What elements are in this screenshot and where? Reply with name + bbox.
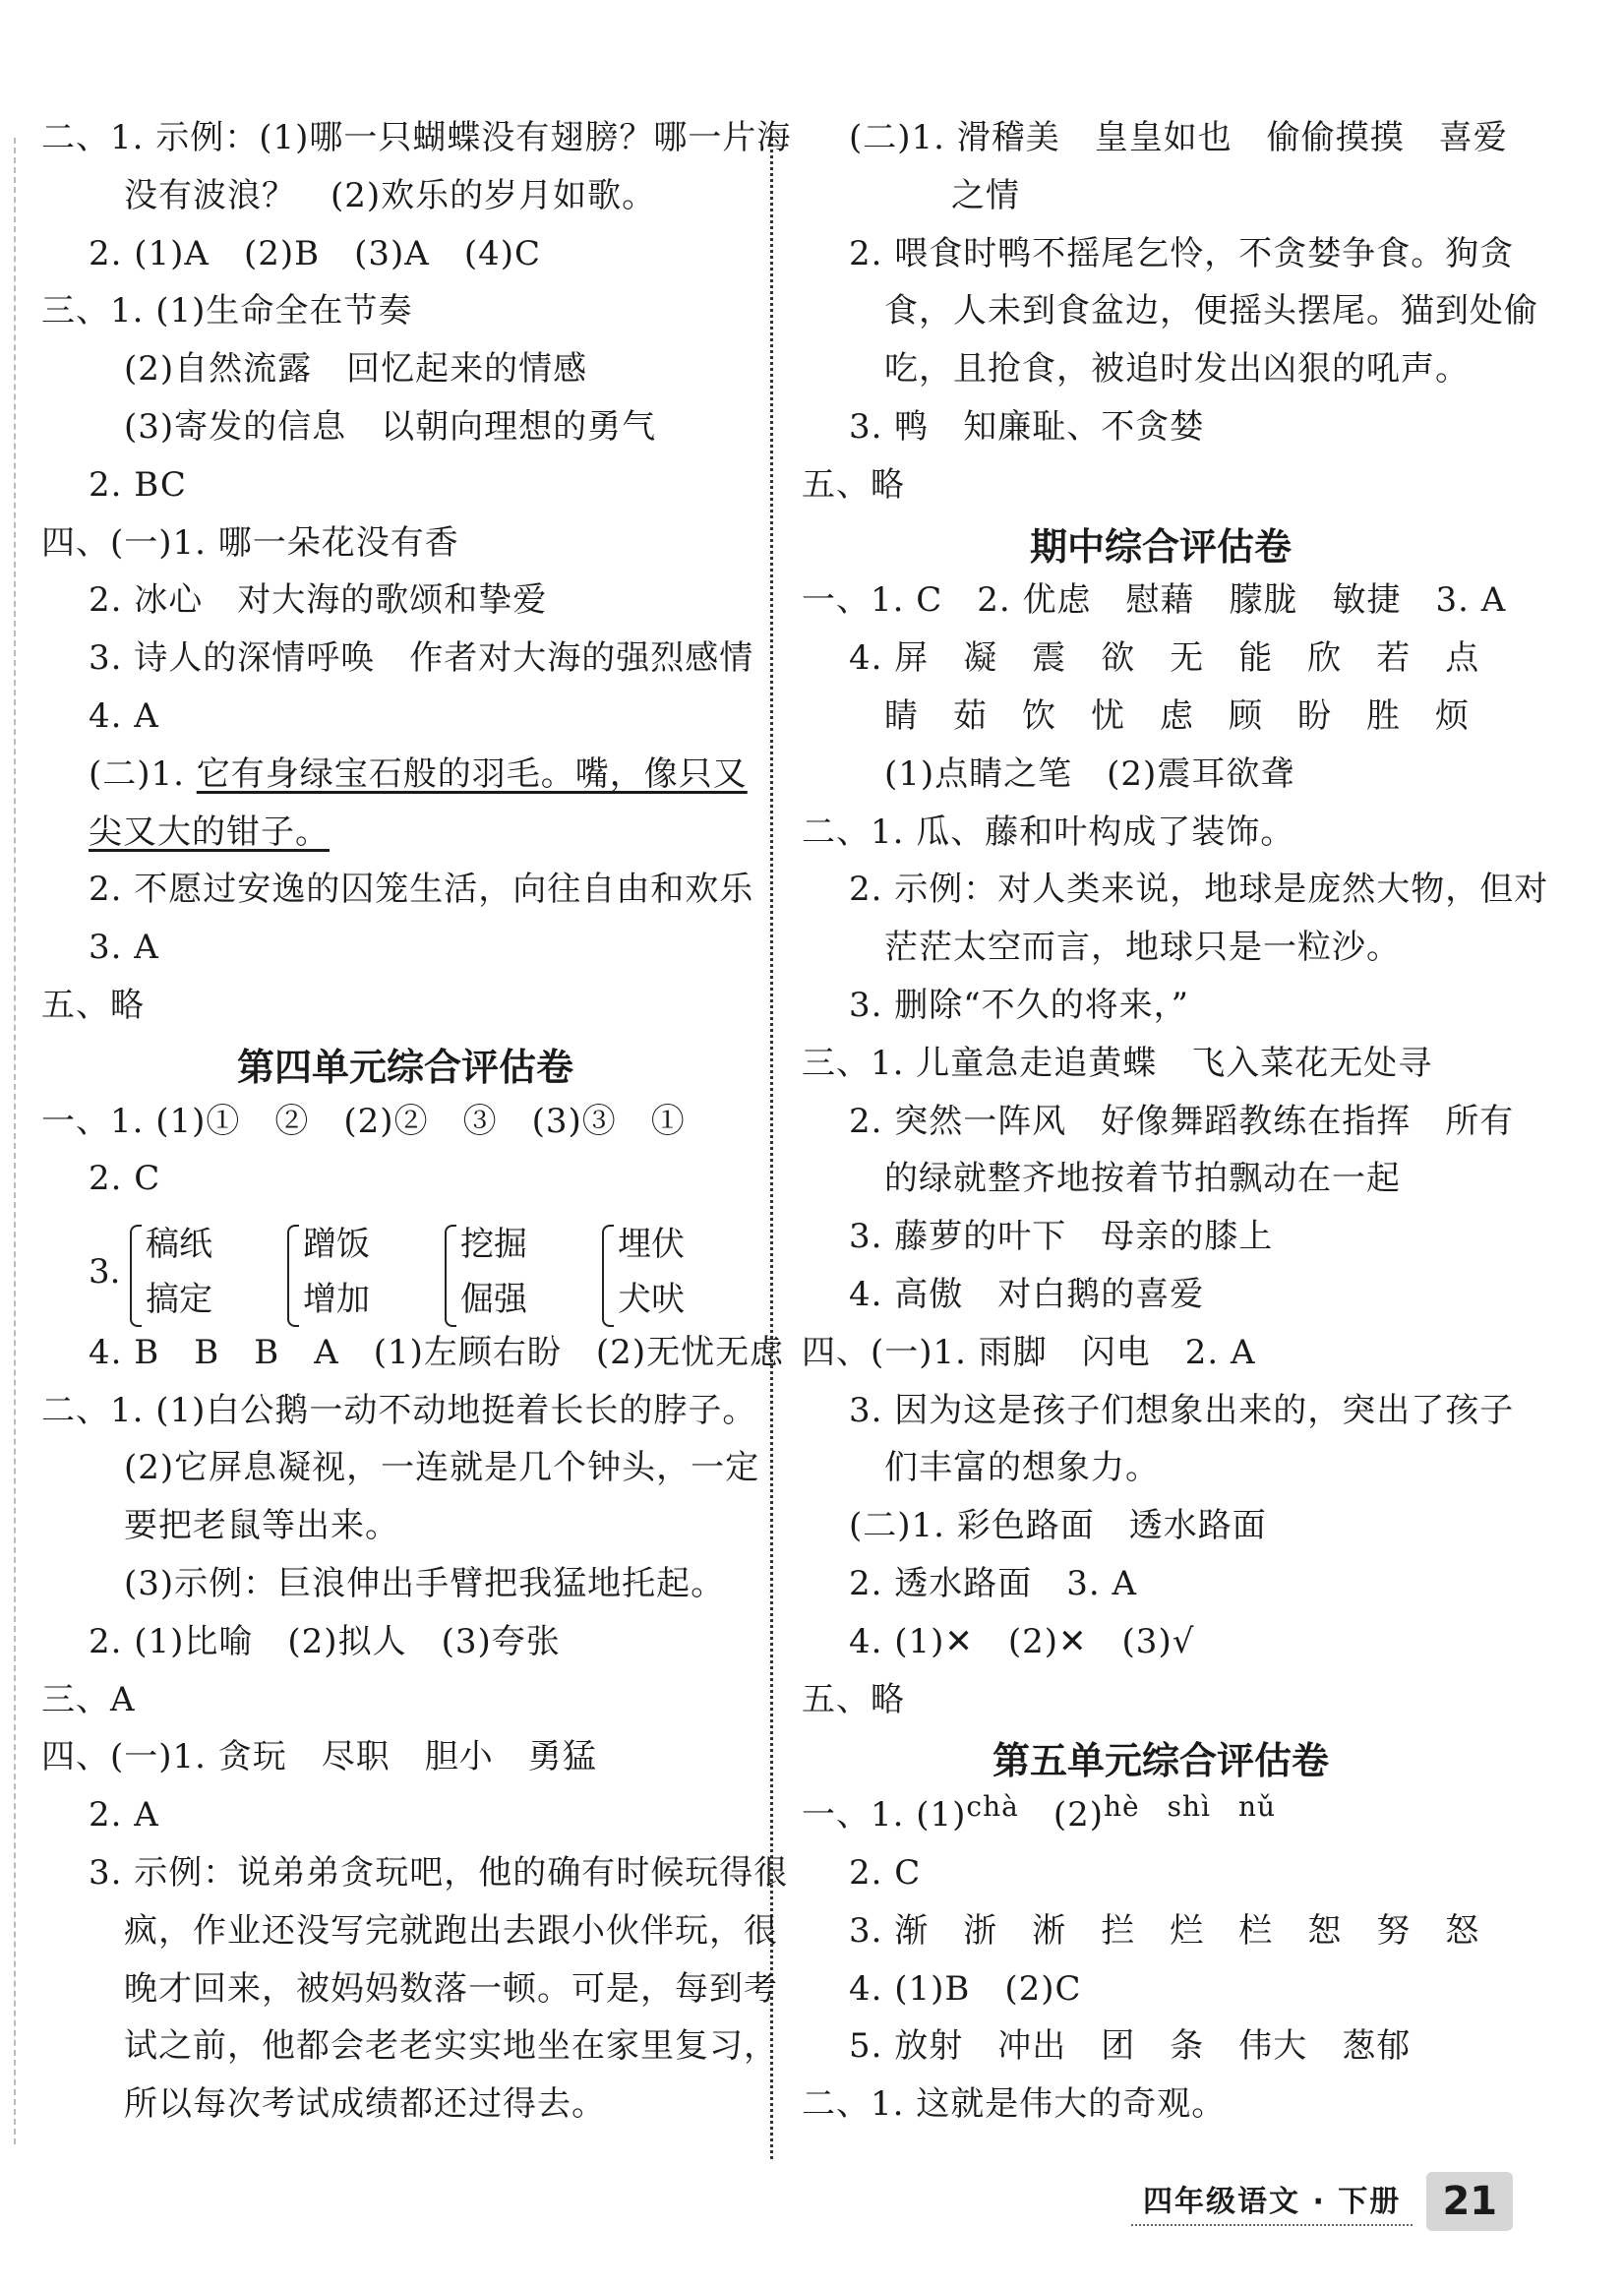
answer-line: 3. 因为这是孩子们想象出来的，突出了孩子 [849,1390,1515,1430]
page-number: 21 [1426,2172,1513,2231]
answer-line: 2. 示例：对人类来说，地球是庞然大物，但对 [849,870,1549,910]
answer-line: 所以每次考试成绩都还过得去。 [124,2084,606,2125]
answer-line: 三、A [41,1679,136,1719]
brace-answer-group [41,1217,769,1333]
word: 搞定 [146,1280,212,1320]
word-pair [287,1217,370,1327]
word: 犬吠 [618,1280,685,1320]
section-title: 期中综合评估卷 [1029,524,1292,569]
answer-line: 3. A [89,928,159,968]
answer-line: 3. 藤萝的叶下 母亲的膝上 [849,1217,1274,1257]
answer-line: 3. 示例：说弟弟贪玩吧，他的确有时候玩得很 [89,1852,789,1893]
word-pair [445,1217,527,1327]
answer-line: 2. BC [89,464,187,505]
word: 稿纸 [146,1225,212,1265]
section-title: 第四单元综合评估卷 [236,1045,573,1089]
answer-line: 的绿就整齐地按着节拍飘动在一起 [884,1159,1401,1199]
answer-line: 2. 喂食时鸭不摇尾乞怜，不贪婪争食。狗贪 [849,233,1515,273]
brace-icon [130,1225,142,1327]
brace-icon [445,1225,456,1327]
answer-line: 一、1. C 2. 优虑 慰藉 朦胧 敏捷 3. A [802,580,1507,621]
brace-icon [602,1225,614,1327]
answer-line: 2. (1)A (2)B (3)A (4)C [89,233,541,273]
answer-line: 没有波浪？ (2)欢乐的岁月如歌。 [124,175,657,215]
answer-line: (3)寄发的信息 以朝向理想的勇气 [124,406,657,447]
answer-line: 吃，且抢食，被追时发出凶狠的吼声。 [884,349,1470,390]
word: 蹭饭 [303,1225,370,1265]
answer-line [41,812,769,871]
answer-line: 二、1. 瓜、藤和叶构成了装饰。 [802,812,1295,852]
word: 倔强 [460,1280,527,1320]
answer-line: 睛 茹 饮 忧 虑 顾 盼 胜 烦 [884,695,1470,736]
answer-line: 4. (1)B (2)C [849,1968,1082,2009]
answer-line: 4. B B B A (1)左顾右盼 (2)无忧无虑 [89,1332,785,1372]
answer-line: 二、1. 这就是伟大的奇观。 [802,2084,1227,2125]
word-pair [130,1217,212,1327]
answer-line [802,1790,1520,1853]
answer-line: (2)自然流露 回忆起来的情感 [124,349,588,390]
answer-line: 二、1. 示例：(1)哪一只蝴蝶没有翅膀？哪一片海 [41,118,792,157]
answer-line: 三、1. (1)生命全在节奏 [41,291,413,331]
section-title: 第五单元综合评估卷 [992,1739,1329,1783]
right-column [802,118,1549,2142]
underlined-answer: 尖又大的钳子。 [89,812,330,852]
answer-line: (1)点睛之笔 (2)震耳欲聋 [884,753,1295,794]
answer-line: 疯，作业还没写完就跑出去跟小伙伴玩，很 [124,1910,778,1951]
answer-line: 晚才回来，被妈妈数落一顿。可是，每到考 [124,1968,778,2009]
answer-prefix: (2) [1018,1795,1105,1836]
answer-line: 一、1. (1)① ② (2)② ③ (3)③ ① [41,1101,686,1141]
answer-line: 四、(一)1. 雨脚 闪电 2. A [802,1332,1256,1372]
answer-line: 2. (1)比喻 (2)拟人 (3)夸张 [89,1621,561,1661]
answer-line: 5. 放射 冲出 团 条 伟大 葱郁 [849,2026,1412,2067]
answer-prefix: (二)1. [89,753,197,794]
answer-line: 食，人未到食盆边，便摇头摆尾。猫到处偷 [884,291,1538,331]
pinyin: chà [966,1790,1019,1824]
answer-line: 2. C [849,1852,922,1893]
word: 埋伏 [618,1225,685,1265]
answer-line [41,754,769,812]
answer-line: 4. 高傲 对白鹅的喜爱 [849,1274,1205,1314]
answer-line: 五、略 [41,985,145,1025]
answer-line: 3. 删除“不久的将来，” [849,985,1190,1025]
answer-line: 之情 [951,175,1020,215]
binding-edge-mark [14,138,16,2144]
word: 增加 [303,1280,370,1320]
answer-line: 4. 屏 凝 震 欲 无 能 欣 若 点 [849,638,1480,679]
answer-line: 3. 诗人的深情呼唤 作者对大海的强烈感情 [89,638,754,679]
answer-line: 2. 不愿过安逸的囚笼生活，向往自由和欢乐 [89,870,754,910]
word-pair [602,1217,685,1327]
answer-line: 2. 冰心 对大海的歌颂和挚爱 [89,580,548,621]
left-column [41,118,792,2142]
pinyin: hè [1104,1790,1140,1824]
answer-line: (3)示例：巨浪伸出手臂把我猛地托起。 [124,1563,726,1603]
book-label: 四年级语文 · 下册 [1131,2177,1413,2226]
pinyin: shì [1167,1790,1211,1824]
word: 挖掘 [460,1225,527,1265]
answer-line: 2. C [89,1159,161,1199]
answer-line: 4. A [89,695,159,736]
brace-icon [287,1225,299,1327]
pinyin: nǔ [1237,1790,1277,1824]
answer-line: 2. 透水路面 3. A [849,1563,1138,1603]
answer-line: 五、略 [802,464,905,505]
question-number: 3. [89,1252,121,1293]
answer-line: 3. 鸭 知廉耻、不贪婪 [849,406,1205,447]
answer-line: 们丰富的想象力。 [884,1448,1160,1488]
answer-line: 2. 突然一阵风 好像舞蹈教练在指挥 所有 [849,1101,1515,1141]
answer-line: (二)1. 彩色路面 透水路面 [849,1506,1267,1546]
answer-line: 二、1. (1)白公鹅一动不动地挺着长长的脖子。 [41,1390,757,1430]
underlined-answer: 它有身绿宝石般的羽毛。嘴，像只又 [196,753,748,794]
answer-line: 要把老鼠等出来。 [124,1506,399,1546]
answer-line: 五、略 [802,1679,905,1719]
answer-line: 四、(一)1. 哪一朵花没有香 [41,522,459,563]
answer-line: (2)它屏息凝视，一连就是几个钟头，一定 [124,1448,760,1488]
answer-line: 2. A [89,1795,159,1836]
answer-line: (二)1. 滑稽美 皇皇如也 偷偷摸摸 喜爱 [849,118,1508,157]
page-footer [1131,2166,1513,2237]
answer-line: 试之前，他都会老老实实地坐在家里复习， [124,2026,778,2067]
answer-prefix: 一、1. (1) [802,1795,967,1836]
answer-line: 茫茫太空而言，地球只是一粒沙。 [884,928,1401,968]
answer-line: 四、(一)1. 贪玩 尽职 胆小 勇猛 [41,1737,597,1777]
answer-line: 4. (1)✕ (2)✕ (3)√ [849,1621,1195,1661]
answer-line: 3. 渐 浙 淅 拦 烂 栏 恕 努 怒 [849,1910,1480,1951]
answer-line: 三、1. 儿童急走追黄蝶 飞入菜花无处寻 [802,1043,1433,1083]
